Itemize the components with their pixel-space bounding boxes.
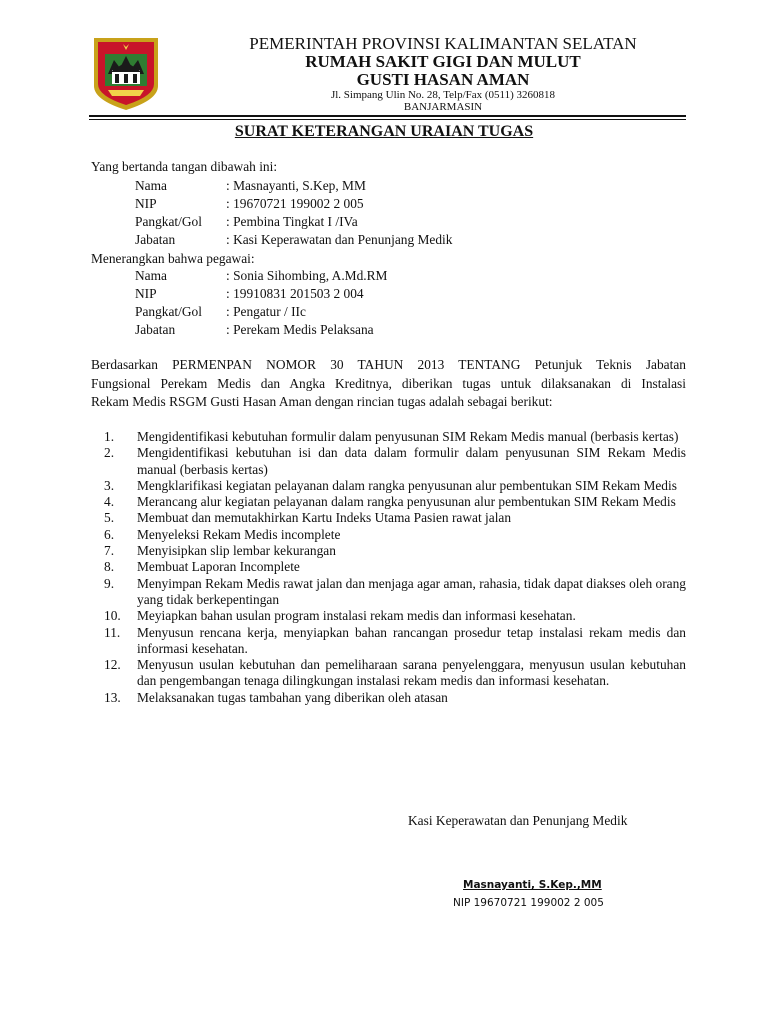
letterhead-address: Jl. Simpang Ulin No. 28, Telp/Fax (0511) 3260818 bbox=[330, 89, 556, 101]
letterhead-city: BANJARMASIN bbox=[403, 101, 483, 113]
task-number: 6. bbox=[104, 526, 115, 542]
task-number: 8. bbox=[104, 559, 115, 575]
task-text: Melaksanakan tugas tambahan yang diberikan oleh atasan bbox=[137, 689, 448, 705]
task-number: 9. bbox=[104, 575, 115, 591]
list-item bbox=[91, 608, 686, 624]
task-number: 12. bbox=[104, 657, 121, 673]
field-label: NIP bbox=[135, 196, 157, 211]
field-value: : Masnayanti, S.Kep, MM bbox=[226, 178, 366, 193]
letterhead-divider-thin bbox=[89, 119, 686, 120]
list-item bbox=[91, 510, 686, 526]
field-value: : 19670721 199002 2 005 bbox=[226, 196, 364, 211]
task-number: 11. bbox=[104, 624, 121, 640]
task-number: 13. bbox=[104, 689, 121, 705]
field-label: NIP bbox=[135, 286, 157, 301]
task-text: Menyisipkan slip lembar kekurangan bbox=[137, 543, 336, 559]
list-item bbox=[91, 625, 686, 658]
task-text: Menyimpan Rekam Medis rawat jalan dan menjaga agar aman, rahasia, tidak dapat diakses oleh orang yang tidak berkepentingan bbox=[137, 575, 686, 607]
paragraph-line: Berdasarkan PERMENPAN NOMOR 30 TAHUN 2013 TENTANG Petunjuk Teknis Jabatan bbox=[91, 357, 686, 372]
task-text: Meyiapkan bahan usulan program instalasi rekam medis dan informasi kesehatan. bbox=[137, 608, 576, 624]
task-text: Membuat Laporan Incomplete bbox=[137, 559, 300, 575]
field-value: : Pengatur / IIc bbox=[226, 304, 306, 319]
task-text: Mengidentifikasi kebutuhan isi dan data dalam formulir dalam penyusunan SIM Rekam Medis manual (berbasis kertas) bbox=[137, 445, 686, 477]
field-label: Jabatan bbox=[135, 232, 176, 247]
list-item bbox=[91, 690, 686, 706]
list-item bbox=[91, 478, 686, 494]
letterhead-hospital-name: RUMAH SAKIT GIGI DAN MULUT bbox=[305, 52, 581, 71]
task-number: 2. bbox=[104, 445, 115, 461]
task-number: 7. bbox=[104, 543, 115, 559]
task-number: 3. bbox=[104, 477, 115, 493]
field-value: : Sonia Sihombing, A.Md.RM bbox=[226, 268, 388, 283]
list-item bbox=[91, 543, 686, 559]
intro-text: Yang bertanda tangan dibawah ini: bbox=[91, 159, 278, 174]
field-label: Pangkat/Gol bbox=[135, 214, 202, 229]
task-number: 10. bbox=[104, 608, 121, 624]
letterhead-government: PEMERINTAH PROVINSI KALIMANTAN SELATAN bbox=[249, 34, 637, 53]
task-list bbox=[91, 429, 686, 706]
list-item bbox=[91, 445, 686, 478]
signer-nip: NIP 19670721 199002 2 005 bbox=[453, 897, 604, 909]
letterhead-divider-thick bbox=[89, 115, 686, 117]
letterhead-hospital-name-2: GUSTI HASAN AMAN bbox=[356, 70, 530, 89]
list-item bbox=[91, 494, 686, 510]
task-text: Membuat dan memutakhirkan Kartu Indeks Utama Pasien rawat jalan bbox=[137, 510, 512, 526]
signer-name: Masnayanti, S.Kep.,MM bbox=[463, 879, 602, 891]
field-value: : 19910831 201503 2 004 bbox=[226, 286, 364, 301]
task-text: Mengklarifikasi kegiatan pelayanan dalam rangka penyusunan alur pembentukan SIM Rekam Medis bbox=[137, 477, 677, 493]
field-label: Jabatan bbox=[135, 322, 176, 337]
list-item bbox=[91, 559, 686, 575]
task-text: Menyusun usulan kebutuhan dan pemeliharaan sarana penyelenggara, menyusun usulan kebutuhan dan pengembangan tenaga dilingkungan instalasi rekam medis dan informasi kesehatan. bbox=[137, 657, 686, 689]
list-item bbox=[91, 429, 686, 445]
task-text: Merancang alur kegiatan pelayanan dalam rangka penyusunan alur pembentukan SIM Rekam Medis bbox=[137, 494, 676, 510]
task-number: 4. bbox=[104, 494, 115, 510]
list-item bbox=[91, 657, 686, 690]
task-text: Menyusun rencana kerja, menyiapkan bahan rancangan prosedur tetap instalasi rekam medis dan informasi kesehatan. bbox=[137, 624, 686, 656]
field-value: : Kasi Keperawatan dan Penunjang Medik bbox=[226, 232, 453, 247]
states-text: Menerangkan bahwa pegawai: bbox=[91, 251, 255, 266]
paragraph-line: Rekam Medis RSGM Gusti Hasan Aman dengan rincian tugas adalah sebagai berikut: bbox=[91, 394, 553, 409]
basis-paragraph bbox=[91, 356, 686, 412]
field-label: Nama bbox=[135, 178, 167, 193]
field-label: Pangkat/Gol bbox=[135, 304, 202, 319]
task-number: 5. bbox=[104, 510, 115, 526]
paragraph-line: Fungsional Perekam Medis dan Angka Kreditnya, diberikan tugas untuk dilaksanakan di Instalasi bbox=[91, 375, 686, 391]
provincial-logo bbox=[90, 34, 162, 112]
task-text: Mengidentifikasi kebutuhan formulir dalam penyusunan SIM Rekam Medis manual (berbasis kertas) bbox=[137, 429, 679, 444]
list-item bbox=[91, 576, 686, 609]
document-title: SURAT KETERANGAN URAIAN TUGAS bbox=[234, 123, 534, 140]
list-item bbox=[91, 527, 686, 543]
field-label: Nama bbox=[135, 268, 167, 283]
task-text: Menyeleksi Rekam Medis incomplete bbox=[137, 526, 341, 542]
letterhead bbox=[180, 34, 706, 113]
field-value: : Pembina Tingkat I /IVa bbox=[226, 214, 358, 229]
task-number: 1. bbox=[104, 429, 115, 444]
signer-position: Kasi Keperawatan dan Penunjang Medik bbox=[408, 813, 628, 828]
field-value: : Perekam Medis Pelaksana bbox=[226, 322, 374, 337]
